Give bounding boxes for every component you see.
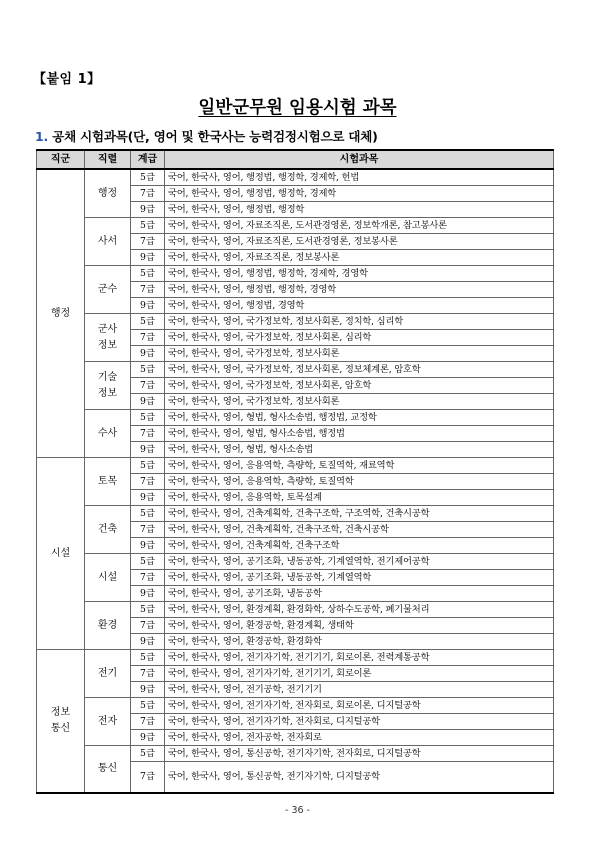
subjects-cell: 국어, 한국사, 영어, 응용역학, 측량학, 토질역학 — [165, 474, 554, 490]
category-line: 행정 — [50, 307, 71, 319]
table-row — [37, 602, 554, 618]
grade-cell: 5급 — [131, 602, 165, 618]
grade-cell: 7급 — [131, 426, 165, 442]
job-cell — [85, 362, 131, 410]
job-cell — [85, 602, 131, 650]
subjects-cell: 국어, 한국사, 영어, 전기자기학, 전기기기, 회로이론, 전력계통공학 — [165, 650, 554, 666]
job-line: 정보 — [97, 387, 118, 399]
grade-cell: 7급 — [131, 186, 165, 202]
subjects-cell: 국어, 한국사, 영어, 전기공학, 전기기기 — [165, 682, 554, 698]
job-line: 시설 — [97, 571, 118, 583]
exam-subjects-table — [36, 149, 554, 794]
subjects-cell: 국어, 한국사, 영어, 행정법, 행정학, 경제학, 경영학 — [165, 266, 554, 282]
job-cell — [85, 266, 131, 314]
subjects-cell: 국어, 한국사, 영어, 환경공학, 환경화학 — [165, 634, 554, 650]
subjects-cell: 국어, 한국사, 영어, 국가정보학, 정보사회론, 정치학, 심리학 — [165, 314, 554, 330]
grade-cell: 5급 — [131, 169, 165, 186]
grade-cell: 5급 — [131, 410, 165, 426]
subjects-cell: 국어, 한국사, 영어, 자료조직론, 정보봉사론 — [165, 250, 554, 266]
subjects-cell: 국어, 한국사, 영어, 건축계획학, 건축구조학, 구조역학, 건축시공학 — [165, 506, 554, 522]
job-line: 정보 — [97, 339, 118, 351]
section-title: 공채 시험과목 — [52, 129, 128, 144]
section-heading — [35, 127, 378, 145]
job-line: 환경 — [97, 619, 118, 631]
header-grade: 계급 — [131, 150, 165, 169]
attachment-label: 【붙임 1】 — [33, 72, 101, 87]
job-cell — [85, 698, 131, 746]
grade-cell: 7급 — [131, 522, 165, 538]
job-cell — [85, 650, 131, 698]
table-row — [37, 554, 554, 570]
grade-cell: 7급 — [131, 570, 165, 586]
grade-cell: 9급 — [131, 202, 165, 218]
grade-cell: 9급 — [131, 634, 165, 650]
subjects-cell: 국어, 한국사, 영어, 환경계획, 환경화학, 상하수도공학, 폐기물처리 — [165, 602, 554, 618]
subjects-cell: 국어, 한국사, 영어, 국가정보학, 정보사회론, 심리학 — [165, 330, 554, 346]
job-line: 토목 — [97, 475, 118, 487]
subjects-cell: 국어, 한국사, 영어, 건축계획학, 건축구조학, 건축시공학 — [165, 522, 554, 538]
job-line: 사서 — [97, 235, 118, 247]
job-line: 군사 — [97, 323, 118, 335]
subjects-cell: 국어, 한국사, 영어, 국가정보학, 정보사회론, 정보체계론, 암호학 — [165, 362, 554, 378]
subjects-cell: 국어, 한국사, 영어, 국가정보학, 정보사회론, 암호학 — [165, 378, 554, 394]
category-line: 시설 — [50, 547, 71, 559]
table-row — [37, 506, 554, 522]
table-row — [37, 650, 554, 666]
grade-cell: 5급 — [131, 650, 165, 666]
grade-cell: 9급 — [131, 490, 165, 506]
header-category: 직군 — [37, 150, 85, 169]
grade-cell: 5급 — [131, 506, 165, 522]
grade-cell: 7급 — [131, 330, 165, 346]
grade-cell: 5급 — [131, 698, 165, 714]
table-row — [37, 314, 554, 330]
page-title — [0, 94, 595, 119]
category-line: 정보 — [50, 707, 71, 718]
job-cell — [85, 554, 131, 602]
subjects-cell: 국어, 한국사, 영어, 형법, 형사소송법 — [165, 442, 554, 458]
table-row — [37, 169, 554, 186]
table-row — [37, 746, 554, 762]
subjects-cell: 국어, 한국사, 영어, 자료조직론, 도서관경영론, 정보학개론, 참고봉사론 — [165, 218, 554, 234]
subjects-cell: 국어, 한국사, 영어, 전기자기학, 전기기기, 회로이론 — [165, 666, 554, 682]
grade-cell: 7급 — [131, 378, 165, 394]
table-row — [37, 362, 554, 378]
job-line: 통신 — [97, 763, 118, 774]
grade-cell: 5급 — [131, 314, 165, 330]
subjects-cell: 국어, 한국사, 영어, 전자공학, 전자회로 — [165, 730, 554, 746]
subjects-cell: 국어, 한국사, 영어, 공기조화, 냉동공학, 기계열역학 — [165, 570, 554, 586]
grade-cell: 7급 — [131, 762, 165, 794]
grade-cell: 7급 — [131, 714, 165, 730]
subjects-cell: 국어, 한국사, 영어, 응용역학, 토목설계 — [165, 490, 554, 506]
header-job: 직렬 — [85, 150, 131, 169]
grade-cell: 7급 — [131, 282, 165, 298]
grade-cell: 5급 — [131, 266, 165, 282]
subjects-cell: 국어, 한국사, 영어, 국가정보학, 정보사회론 — [165, 346, 554, 362]
subjects-cell: 국어, 한국사, 영어, 통신공학, 전기자기학, 디지털공학 — [165, 762, 554, 794]
grade-cell: 9급 — [131, 538, 165, 554]
job-cell — [85, 218, 131, 266]
header-subjects: 시험과목 — [165, 150, 554, 169]
subjects-cell: 국어, 한국사, 영어, 건축계획학, 건축구조학 — [165, 538, 554, 554]
grade-cell: 9급 — [131, 586, 165, 602]
grade-cell: 9급 — [131, 730, 165, 746]
subjects-cell: 국어, 한국사, 영어, 전기자기학, 전자회로, 회로이론, 디지털공학 — [165, 698, 554, 714]
subjects-cell: 국어, 한국사, 영어, 공기조화, 냉동공학 — [165, 586, 554, 602]
subjects-cell: 국어, 한국사, 영어, 국가정보학, 정보사회론 — [165, 394, 554, 410]
grade-cell: 7급 — [131, 234, 165, 250]
subjects-cell: 국어, 한국사, 영어, 자료조직론, 도서관경영론, 정보봉사론 — [165, 234, 554, 250]
subjects-cell: 국어, 한국사, 영어, 전기자기학, 전자회로, 디지털공학 — [165, 714, 554, 730]
subjects-cell: 국어, 한국사, 영어, 통신공학, 전기자기학, 전자회로, 디지털공학 — [165, 746, 554, 762]
job-line: 기술 — [97, 371, 118, 383]
job-line: 건축 — [97, 523, 118, 535]
category-cell — [37, 650, 85, 794]
grade-cell: 5급 — [131, 458, 165, 474]
subjects-cell: 국어, 한국사, 영어, 형법, 형사소송법, 행정법 — [165, 426, 554, 442]
grade-cell: 5급 — [131, 554, 165, 570]
table-header-row — [37, 150, 554, 169]
page-title-text: 일반군무원 임용시험 과목 — [198, 98, 397, 118]
job-cell — [85, 169, 131, 218]
grade-cell: 9급 — [131, 442, 165, 458]
subjects-cell: 국어, 한국사, 영어, 행정법, 경영학 — [165, 298, 554, 314]
subjects-cell: 국어, 한국사, 영어, 응용역학, 측량학, 토질역학, 재료역학 — [165, 458, 554, 474]
job-cell — [85, 458, 131, 506]
category-line: 통신 — [50, 723, 71, 734]
table-row — [37, 458, 554, 474]
category-cell — [37, 458, 85, 650]
grade-cell: 9급 — [131, 394, 165, 410]
job-cell — [85, 314, 131, 362]
subjects-cell: 국어, 한국사, 영어, 환경공학, 환경계획, 생태학 — [165, 618, 554, 634]
job-line: 전자 — [97, 715, 118, 727]
job-cell — [85, 746, 131, 794]
subjects-cell: 국어, 한국사, 영어, 공기조화, 냉동공학, 기계열역학, 전기제어공학 — [165, 554, 554, 570]
page-number: - 36 - — [285, 805, 310, 816]
subjects-cell: 국어, 한국사, 영어, 형법, 형사소송법, 행정법, 교정학 — [165, 410, 554, 426]
grade-cell: 5급 — [131, 362, 165, 378]
job-cell — [85, 506, 131, 554]
subjects-cell: 국어, 한국사, 영어, 행정법, 행정학 — [165, 202, 554, 218]
category-cell — [37, 169, 85, 458]
grade-cell: 7급 — [131, 666, 165, 682]
subjects-cell: 국어, 한국사, 영어, 행정법, 행정학, 경영학 — [165, 282, 554, 298]
grade-cell: 5급 — [131, 218, 165, 234]
grade-cell: 9급 — [131, 346, 165, 362]
grade-cell: 5급 — [131, 746, 165, 762]
job-line: 행정 — [97, 187, 118, 199]
grade-cell: 7급 — [131, 474, 165, 490]
job-line: 군수 — [97, 283, 118, 295]
subjects-cell: 국어, 한국사, 영어, 행정법, 행정학, 경제학, 헌법 — [165, 169, 554, 186]
section-note: (단, 영어 및 한국사는 능력검정시험으로 대체) — [127, 129, 378, 144]
grade-cell: 9급 — [131, 682, 165, 698]
table-row — [37, 218, 554, 234]
subjects-cell: 국어, 한국사, 영어, 행정법, 행정학, 경제학 — [165, 186, 554, 202]
grade-cell: 7급 — [131, 618, 165, 634]
table-body — [37, 169, 554, 793]
grade-cell: 9급 — [131, 250, 165, 266]
grade-cell: 9급 — [131, 298, 165, 314]
job-line: 수사 — [97, 427, 118, 439]
table-row — [37, 410, 554, 426]
job-cell — [85, 410, 131, 458]
table-row — [37, 698, 554, 714]
job-line: 전기 — [97, 667, 118, 679]
section-number: 1. — [35, 129, 49, 144]
table-row — [37, 266, 554, 282]
